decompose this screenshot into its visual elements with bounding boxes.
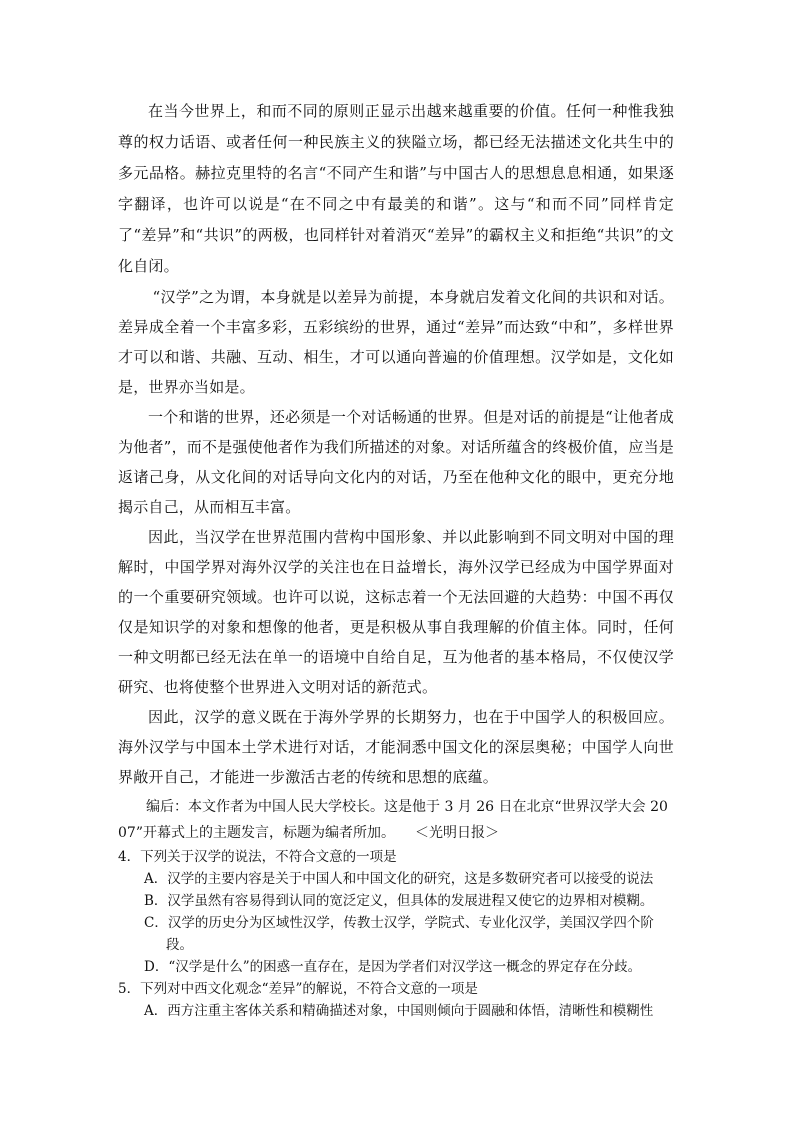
editor-note-text: 编后：本文作者为中国人民大学校长。这是他于 3 月 26 日在北京“世界汉学大会 2007”开幕式上的主题发言，标题为编者所加。: [118, 799, 668, 841]
question-4-option-c-line2: 段。: [166, 937, 193, 953]
editor-note: [118, 794, 674, 846]
question-4-option-d: D．“汉学是什么”的困惑一直存在，是因为学者们对汉学这一概念的界定存在分歧。: [144, 959, 642, 975]
question-5-option-a: A．西方注重主客体关系和精确描述对象，中国则倾向于圆融和体悟，清晰性和模糊性: [144, 1003, 654, 1019]
article-paragraph-2: “汉学”之为谓，本身就是以差异为前提，本身就启发着文化间的共识和对话。差异成全着一个丰富多彩，五彩缤纷的世界，通过“差异”而达致“中和”，多样世界才可以和谐、共融、互动、相生，才可以通向普遍的价值理想。汉学如是，文化如是，世界亦当如是。: [118, 288, 674, 396]
article-paragraph-5: 因此，汉学的意义既在于海外学界的长期努力，也在于中国学人的积极回应。海外汉学与中国本土学术进行对话，才能洞悉中国文化的深层奥秘；中国学人向世界敞开自己，才能进一步激活古老的传统和思想的底蕴。: [118, 708, 674, 786]
question-4-option-c-line1: C．汉学的历史分为区域性汉学，传教士汉学，学院式、专业化汉学，美国汉学四个阶: [144, 915, 654, 931]
article-paragraph-3: 一个和谐的世界，还必须是一个对话畅通的世界。但是对话的前提是“让他者成为他者”，而不是强使他者作为我们所描述的对象。对话所蕴含的终极价值，应当是返诸己身，从文化间的对话导向文化内的对话，乃至在他种文化的眼中，更充分地揭示自己，从而相互丰富。: [118, 408, 674, 516]
question-section: [118, 846, 678, 1022]
question-4-option-b: B．汉学虽然有容易得到认同的宽泛定义，但具体的发展进程又使它的边界相对模糊。: [144, 893, 654, 909]
source-citation: ＜光明日报＞: [414, 825, 499, 841]
question-4-stem: 4．下列关于汉学的说法，不符合文意的一项是: [118, 849, 397, 865]
article-paragraph-1: 在当今世界上，和而不同的原则正显示出越来越重要的价值。任何一种惟我独尊的权力话语、或者任何一种民族主义的狭隘立场，都已经无法描述文化共生中的多元品格。赫拉克里特的名言“不同产生和谐”与中国古人的思想息息相通，如果逐字翻译，也许可以说是“在不同之中有最美的和谐”。这与“和而不同”同样肯定了“差异”和“共识”的两极，也同样针对着消灭“差异”的霸权主义和拒绝“共识”的文化自闭。: [118, 102, 674, 275]
question-5-stem: 5．下列对中西文化观念“差异”的解说，不符合文意的一项是: [118, 981, 478, 997]
question-4-option-c: [144, 912, 678, 956]
article-paragraph-4: 因此，当汉学在世界范围内营构中国形象、并以此影响到不同文明对中国的理解时，中国学界对海外汉学的关注也在日益增长，海外汉学已经成为中国学界面对的一个重要研究领域。也许可以说，这标志着一个无法回避的大趋势：中国不再仅仅是知识学的对象和想像的他者，更是积极从事自我理解的价值主体。同时，任何一种文明都已经无法在单一的语境中自给自足，互为他者的基本格局，不仅使汉学研究、也将使整个世界进入文明对话的新范式。: [118, 528, 674, 696]
question-4-option-a: A．汉学的主要内容是关于中国人和中国文化的研究，这是多数研究者可以接受的说法: [144, 871, 654, 887]
article-body: [118, 96, 674, 846]
